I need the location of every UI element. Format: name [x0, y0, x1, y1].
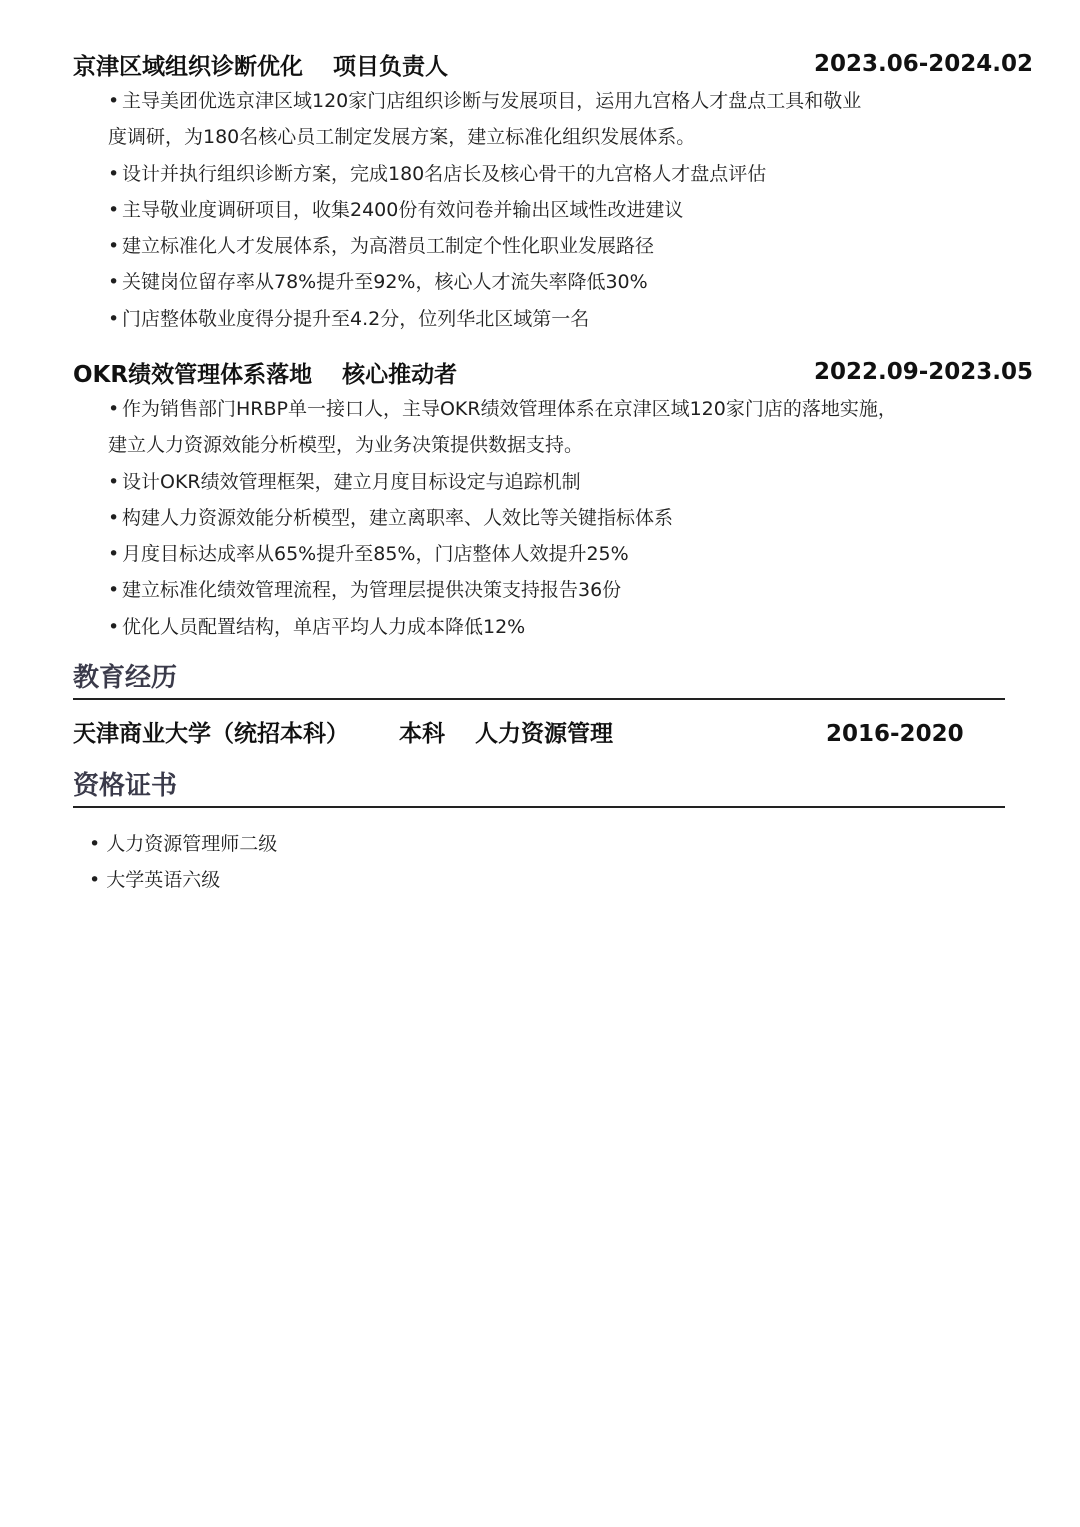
bullet-dot: • — [108, 235, 120, 258]
bullet-item: • 作为销售部门HRBP单一接口人，主导OKR绩效管理体系在京津区域120家门店的落地实施， — [108, 391, 1008, 427]
bullet-dot: • — [108, 543, 120, 566]
bullet-dot: • — [89, 869, 101, 892]
bullet-dot: • — [108, 615, 120, 638]
bullet-item: • 主导美团优选京津区域120家门店组织诊断与发展项目，运用九宫格人才盘点工具和敬业 — [108, 83, 1008, 119]
education-major: 人力资源管理 — [475, 721, 613, 747]
bullet-dot: • — [108, 398, 120, 420]
section-title-certificates: 资格证书 — [73, 766, 1005, 808]
section-title-education: 教育经历 — [73, 658, 1005, 700]
bullet-item: • 设计并执行组织诊断方案，完成180名店长及核心骨干的九宫格人才盘点评估 — [108, 156, 1008, 192]
project-name: 京津区域组织诊断优化 — [73, 53, 303, 80]
certificate-list — [89, 826, 277, 899]
bullet-dot: • — [108, 506, 120, 529]
bullet-item-continuation: 建立人力资源效能分析模型，为业务决策提供数据支持。 — [108, 434, 584, 457]
bullet-dot: • — [108, 579, 120, 602]
bullet-item: • 主导敬业度调研项目，收集2400份有效问卷并输出区域性改进建议 — [108, 192, 1008, 228]
bullet-item: • 关键岗位留存率从78%提升至92%，核心人才流失率降低30% — [108, 264, 1008, 300]
bullet-item: • 设计OKR绩效管理框架，建立月度目标设定与追踪机制 — [108, 464, 1008, 500]
bullet-dot: • — [108, 90, 120, 112]
certificate-item: • 大学英语六级 — [89, 869, 221, 892]
bullet-dot: • — [89, 833, 101, 855]
bullet-item: • 建立标准化绩效管理流程，为管理层提供决策支持报告36份 — [108, 572, 1008, 608]
bullet-dot: • — [108, 470, 120, 493]
bullet-item: • 月度目标达成率从65%提升至85%，门店整体人效提升25% — [108, 536, 1008, 572]
project-header — [73, 355, 1033, 389]
bullet-dot: • — [108, 198, 120, 221]
bullet-item: • 优化人员配置结构，单店平均人力成本降低12% — [108, 609, 1008, 645]
certificate-item: • 人力资源管理师二级 — [89, 833, 278, 855]
bullet-dot: • — [108, 271, 120, 294]
education-school: 天津商业大学（统招本科） — [73, 721, 349, 747]
education-row — [73, 717, 963, 751]
bullet-dot: • — [108, 162, 120, 185]
bullet-item: • 构建人力资源效能分析模型，建立离职率、人效比等关键指标体系 — [108, 500, 1008, 536]
education-degree: 本科 — [399, 721, 445, 747]
project-role: 项目负责人 — [333, 53, 448, 80]
project-name: OKR绩效管理体系落地 — [73, 361, 313, 388]
project-date: 2022.09-2023.05 — [813, 359, 1033, 385]
project-role: 核心推动者 — [342, 361, 458, 388]
project-date: 2023.06-2024.02 — [813, 51, 1033, 77]
education-years: 2016-2020 — [826, 721, 964, 747]
project-header — [73, 47, 1033, 81]
bullet-item: • 门店整体敬业度得分提升至4.2分，位列华北区域第一名 — [108, 301, 1008, 337]
bullet-item: • 建立标准化人才发展体系，为高潜员工制定个性化职业发展路径 — [108, 228, 1008, 264]
bullet-dot: • — [108, 307, 120, 330]
project-bullet-list — [108, 391, 1008, 645]
bullet-item-continuation: 度调研，为180名核心员工制定发展方案，建立标准化组织发展体系。 — [108, 126, 696, 149]
project-bullet-list — [108, 83, 1008, 337]
